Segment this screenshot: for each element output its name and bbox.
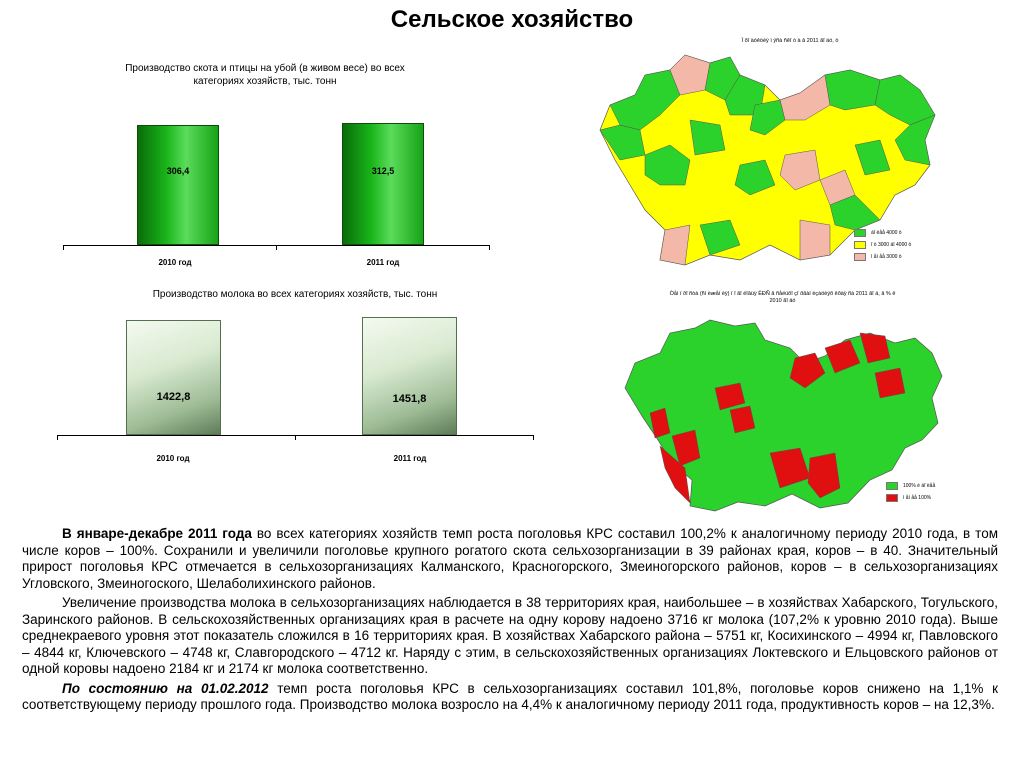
x-tick [276,245,277,250]
x-tick [57,435,58,440]
x-tick-label: 2010 год [156,454,190,463]
legend-swatch [854,229,866,237]
legend-swatch [886,482,898,490]
legend-label: ì åí åå 3000 ò [871,254,902,260]
x-tick [533,435,534,440]
data-label: 306,4 [166,166,190,177]
legend-entry [854,229,911,237]
paragraph [22,681,998,714]
x-tick [295,435,296,440]
x-tick-label: 2011 год [366,258,400,267]
map2-legend [886,482,935,506]
paragraph-body: темп роста поголовья КРС в сельхозорганизациях составил 101,8%, поголовье коров снижено на 1,1% к соответствующему периоду прошлого года. Производство молока возросло на 4,4% к аналогичному периоду 2011 года, продуктивность коров – на 12,3%. [22,680,998,712]
bar-2011 [362,317,457,435]
paragraph-lead: В январе-декабре 2011 года [62,526,252,541]
bar-2010 [126,320,221,435]
map-title: Ï ðî äóêöèÿ ì ÿñà ñêî ò à â 2011 ãî äó, ò [741,38,839,44]
data-label: 312,5 [371,165,395,176]
x-tick [63,245,64,250]
map-title: Òåì ï ðî ñòà (ñí èæåí èÿ) ï î ãî ëîâüÿ ÊÐÑ â ñåëüõî çî ðãàí èçàöèÿõ êðàÿ ñà 2011 ãî ä, â % ê 2010 ãî äó [669,291,896,304]
body-text [22,526,998,717]
data-label: 1422,8 [156,390,191,403]
legend-entry [886,482,935,490]
data-label: 1451,8 [392,393,427,406]
chart-title: Производство скота и птицы на убой (в живом весе) во всех категориях хозяйств, тыс. тонн [125,63,405,87]
legend-swatch [886,494,898,502]
legend-label: áî ëåå 4000 ò [871,230,902,236]
paragraph-lead: По состоянию на 01.02.2012 [62,680,269,696]
legend-label: î ò 3000 äî 4000 ò [871,242,912,248]
paragraph: Увеличение производства молока в сельхозорганизациях наблюдается в 38 территориях края, наибольшее – в хозяйствах Хабарского, Тогульского, Заринского районов. В сельскохозяйственных организациях края в расчете на одну корову надоено 3716 кг молока (107,2% к уровню 2010 года). Выше среднекраевого уровня этот показатель сложился в 16 территориях края. В хозяйствах Хабарского района – 5751 кг, Косихинского – 4994 кг, Павловского – 4844 кг, Ключевского – 4748 кг, Славгородского – 4712 кг. Наряду с этим, в сельскохозяйственных организациях Локтевского и Ельцовского районов от одной коровы надоено 2184 кг и 2174 кг молока соответственно. [22,595,998,676]
legend-entry [886,494,935,502]
legend-entry [854,253,911,261]
legend-entry [854,241,911,249]
legend-swatch [854,253,866,261]
paragraph [22,526,998,592]
bar-2010 [137,125,219,245]
bar-2011 [342,123,424,245]
paragraph-body: во всех категориях хозяйств темп роста поголовья КРС составил 100,2% к аналогичному периоду 2010 года, в том числе коров – 100%. Сохранили и увеличили поголовье крупного рогатого скота сельхозорганизации в 39 районах края, коров – в 40. Значительный прирост поголовья КРС отмечается в сельхозорганизациях Калманского, Красногорского, Змеиногорского районов, коров – в сельхозорганизациях Угловского, Змеиногоского, Шелаболихинского районов. [22,526,998,591]
x-tick-label: 2011 год [393,454,427,463]
map1-legend [854,229,911,265]
page-title: Сельское хозяйство [390,6,634,33]
legend-swatch [854,241,866,249]
legend-label: ì åí åå 100% [903,495,932,501]
x-tick [489,245,490,250]
x-tick-label: 2010 год [158,258,192,267]
legend-label: 100% è áî ëåå [903,483,936,489]
chart-title: Производство молока во всех категориях хозяйств, тыс. тонн [152,289,438,300]
